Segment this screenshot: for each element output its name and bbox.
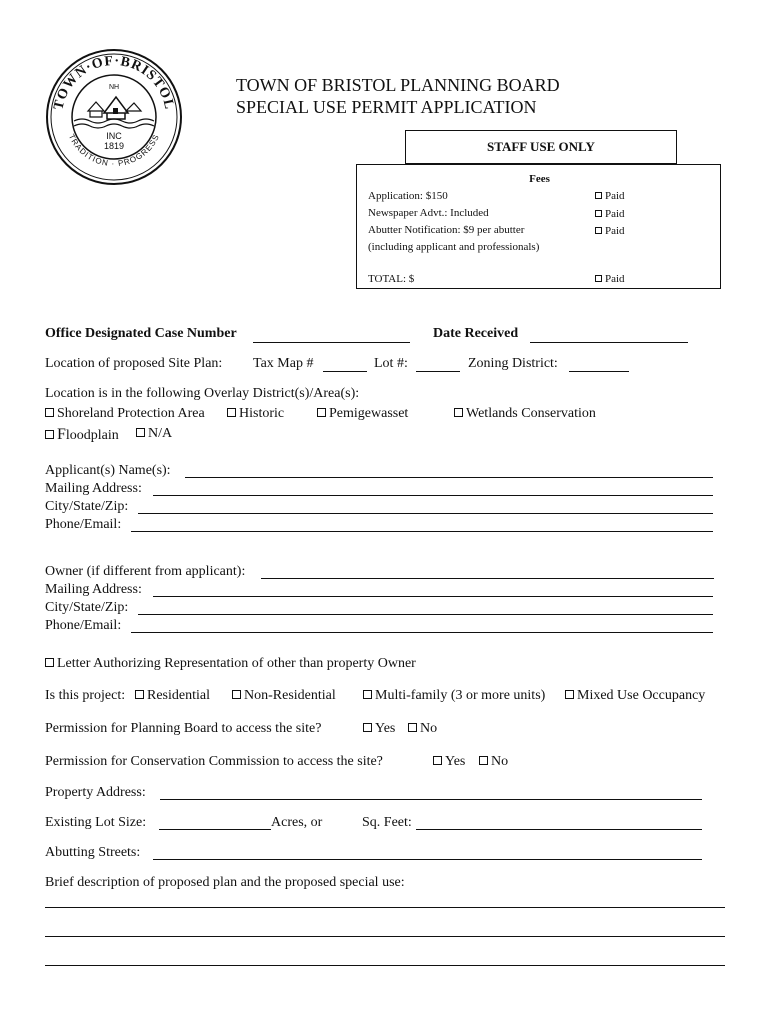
perm-planning-no[interactable]: No (408, 721, 437, 737)
owner-city-field[interactable] (138, 614, 713, 615)
fee-total: TOTAL: $ (368, 273, 415, 285)
applicant-phone-field[interactable] (131, 531, 713, 532)
applicant-name-label: Applicant(s) Name(s): (45, 463, 171, 478)
seal-top-text: TOWN·OF·BRISTOL (51, 53, 177, 112)
brief-description-label: Brief description of proposed plan and the proposed special use: (45, 875, 405, 890)
paid-checkbox-1[interactable]: Paid (595, 188, 625, 204)
case-number-label: Office Designated Case Number (45, 326, 237, 341)
site-plan-label: Location of proposed Site Plan: (45, 356, 223, 371)
checkbox-icon (317, 408, 326, 417)
applicant-mailing-label: Mailing Address: (45, 481, 142, 496)
checkbox-icon (136, 428, 145, 437)
seal-year: 1819 (103, 141, 125, 151)
checkbox-icon (45, 658, 54, 667)
project-multifamily[interactable]: Multi-family (3 or more units) (363, 688, 545, 704)
lot-size-acres-field[interactable] (159, 829, 271, 830)
abutting-streets-field[interactable] (153, 859, 702, 860)
lot-size-label: Existing Lot Size: (45, 815, 147, 830)
acres-label: Acres, or (271, 815, 323, 830)
title-line-1: TOWN OF BRISTOL PLANNING BOARD (236, 75, 560, 95)
property-address-field[interactable] (160, 799, 702, 800)
tax-map-field[interactable] (323, 371, 367, 372)
tax-map-label: Tax Map # (253, 356, 314, 371)
fee-newspaper: Newspaper Advt.: Included (368, 207, 489, 219)
checkbox-icon (45, 408, 54, 417)
owner-mailing-field[interactable] (153, 596, 713, 597)
checkbox-icon (595, 275, 602, 282)
seal-inc: INC (106, 131, 122, 141)
lot-field[interactable] (416, 371, 460, 372)
paid-checkbox-2[interactable]: Paid (595, 206, 625, 222)
checkbox-icon (565, 690, 574, 699)
staff-use-title: STAFF USE ONLY (487, 139, 595, 154)
overlay-historic[interactable]: Historic (227, 406, 284, 422)
checkbox-icon (595, 210, 602, 217)
owner-city-label: City/State/Zip: (45, 600, 129, 615)
fee-abutter-note: (including applicant and professionals) (368, 241, 540, 253)
staff-use-title-box (405, 130, 677, 164)
perm-conservation-label: Permission for Conservation Commission to access the site? (45, 754, 383, 769)
owner-mailing-label: Mailing Address: (45, 582, 142, 597)
description-line-3[interactable] (45, 965, 725, 966)
applicant-mailing-field[interactable] (153, 495, 713, 496)
overlay-shoreland[interactable]: Shoreland Protection Area (45, 406, 205, 422)
fees-heading: Fees (529, 173, 550, 185)
zoning-field[interactable] (569, 371, 629, 372)
sqft-label: Sq. Feet: (362, 815, 412, 830)
title-line-2: SPECIAL USE PERMIT APPLICATION (236, 97, 537, 117)
owner-phone-field[interactable] (131, 632, 713, 633)
property-address-label: Property Address: (45, 785, 146, 800)
project-mixed-use[interactable]: Mixed Use Occupancy (565, 688, 705, 704)
perm-planning-yes[interactable]: Yes (363, 721, 395, 737)
zoning-label: Zoning District: (468, 356, 558, 371)
description-line-2[interactable] (45, 936, 725, 937)
applicant-phone-label: Phone/Email: (45, 517, 122, 532)
letter-authorizing-checkbox[interactable]: Letter Authorizing Representation of other than property Owner (45, 656, 416, 672)
abutting-streets-label: Abutting Streets: (45, 845, 141, 860)
date-received-label: Date Received (433, 326, 519, 341)
owner-phone-label: Phone/Email: (45, 618, 122, 633)
checkbox-icon (454, 408, 463, 417)
checkbox-icon (433, 756, 442, 765)
fee-abutter: Abutter Notification: $9 per abutter (368, 224, 525, 236)
overlay-pemigewasset[interactable]: Pemigewasset (317, 406, 408, 422)
applicant-name-field[interactable] (185, 477, 713, 478)
checkbox-icon (363, 690, 372, 699)
overlay-wetlands[interactable]: Wetlands Conservation (454, 406, 596, 422)
fee-application: Application: $150 (368, 190, 448, 202)
applicant-city-label: City/State/Zip: (45, 499, 129, 514)
seal-state: NH (108, 84, 120, 91)
page-title (236, 74, 560, 118)
checkbox-icon (363, 723, 372, 732)
owner-name-label: Owner (if different from applicant): (45, 564, 246, 579)
checkbox-icon (135, 690, 144, 699)
project-label: Is this project: (45, 688, 126, 703)
seal-motto: TRADITION · PROGRESS (66, 132, 162, 169)
overlay-floodplain[interactable]: Floodplain (45, 426, 119, 444)
sqft-field[interactable] (416, 829, 702, 830)
checkbox-icon (232, 690, 241, 699)
applicant-city-field[interactable] (138, 513, 713, 514)
project-nonresidential[interactable]: Non-Residential (232, 688, 336, 704)
checkbox-icon (408, 723, 417, 732)
perm-conservation-yes[interactable]: Yes (433, 754, 465, 770)
overlay-na[interactable]: N/A (136, 426, 172, 442)
project-residential[interactable]: Residential (135, 688, 210, 704)
paid-checkbox-3[interactable]: Paid (595, 223, 625, 239)
perm-planning-label: Permission for Planning Board to access the site? (45, 721, 322, 736)
checkbox-icon (227, 408, 236, 417)
checkbox-icon (595, 192, 602, 199)
fees-box (356, 164, 721, 289)
checkbox-icon (479, 756, 488, 765)
overlay-intro: Location is in the following Overlay District(s)/Area(s): (45, 386, 360, 401)
town-seal (44, 47, 184, 187)
checkbox-icon (45, 430, 54, 439)
owner-name-field[interactable] (261, 578, 714, 579)
checkbox-icon (595, 227, 602, 234)
date-received-field[interactable] (530, 342, 688, 343)
paid-checkbox-total[interactable]: Paid (595, 271, 625, 287)
lot-label: Lot #: (374, 356, 408, 371)
perm-conservation-no[interactable]: No (479, 754, 508, 770)
case-number-field[interactable] (253, 342, 410, 343)
description-line-1[interactable] (45, 907, 725, 908)
